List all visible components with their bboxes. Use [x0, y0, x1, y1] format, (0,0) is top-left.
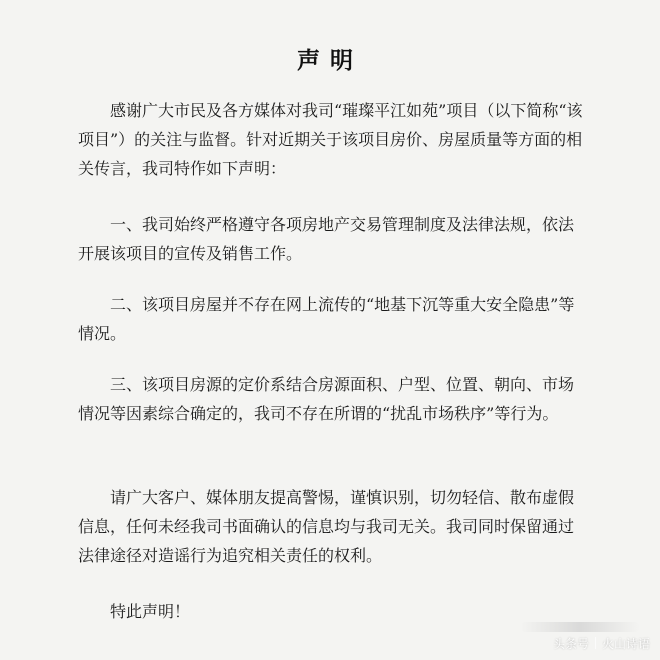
paragraph-intro: 感谢广大市民及各方媒体对我司“璀璨平江如苑”项目（以下简称“该项目”）的关注与监督。针对近期关于该项目房价、房屋质量等方面的相关传言，我司特作如下声明：: [78, 101, 583, 178]
paragraph-warning: 请广大客户、媒体朋友提高警惕，谨慎识别，切勿轻信、散布虚假信息，任何未经我司书面确认的信息均与我司无关。我司同时保留通过法律途径对造谣行为追究相关责任的权利。: [78, 488, 575, 565]
watermark: [553, 632, 650, 654]
blurred-region: [520, 622, 640, 632]
paragraph-point-3: 三、该项目房源的定价系结合房源面积、户型、位置、朝向、市场情况等因素综合确定的，我司不存在所谓的“扰乱市场秩序”等行为。: [78, 375, 575, 423]
paragraph-point-1: 一、我司始终严格遵守各项房地产交易管理制度及法律法规，依法开展该项目的宣传及销售工作。: [78, 215, 575, 263]
watermark-left-text: 头条号: [552, 636, 589, 651]
paragraph-closing: 特此声明！: [110, 602, 191, 621]
document-title: 声明: [297, 47, 363, 74]
paragraph-point-2: 二、该项目房屋并不存在网上流传的“地基下沉等重大安全隐患”等情况。: [78, 295, 575, 343]
watermark-right-text: 火山诗语: [601, 636, 650, 651]
watermark-separator: [595, 637, 596, 649]
